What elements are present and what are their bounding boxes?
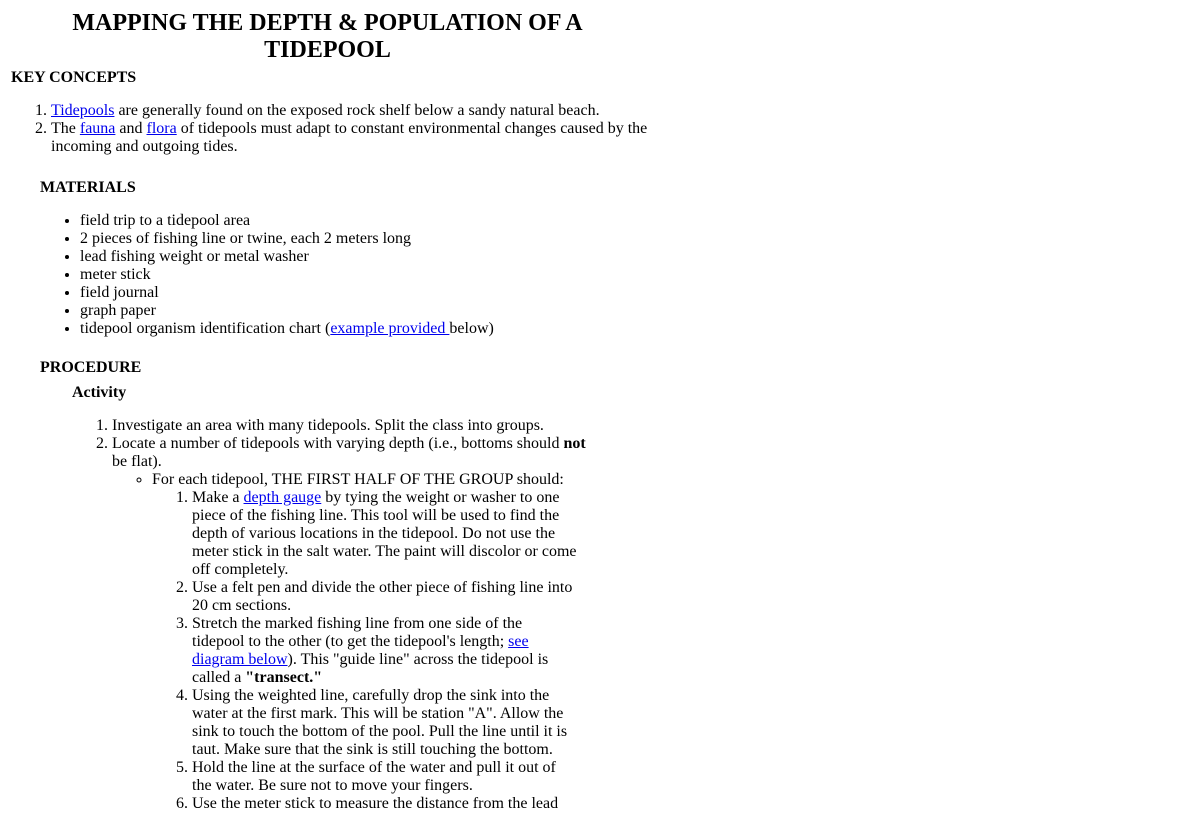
flora-link[interactable]: flora [146, 120, 177, 137]
key-concepts-heading: KEY CONCEPTS [11, 69, 137, 86]
list-item [112, 435, 602, 813]
depth-gauge-link[interactable]: depth gauge [243, 489, 322, 506]
list-item [192, 615, 577, 687]
list-item [192, 489, 577, 579]
item-text: Stretch the marked fishing line from one side of the tidepool to the other (to get the tidepool's length; [192, 615, 523, 650]
item-emphasis: not [563, 435, 586, 452]
list-item: • field journal [80, 284, 640, 302]
materials-heading: MATERIALS [40, 179, 136, 196]
example-provided-link[interactable]: example provided [330, 320, 450, 337]
group-sublist [112, 471, 602, 813]
item-text: The [51, 120, 80, 137]
item-text: Locate a number of tidepools with varying depth (i.e., bottoms should [112, 435, 564, 452]
item-text: Make a [192, 489, 244, 506]
list-item: • meter stick [80, 266, 640, 284]
list-item: 2. Use a felt pen and divide the other piece of fishing line into 20 cm sections. [192, 579, 577, 615]
see-diagram-link[interactable]: see diagram below [192, 633, 529, 668]
activity-heading: Activity [72, 384, 127, 401]
item-text: and [115, 120, 147, 137]
list-item: 4. Using the weighted line, carefully drop the sink into the water at the first mark. This will be station "A". Allow the sink to touch the bottom of the pool. Pull the line until it is taut. Make sure that the sink is still touching the bottom. [192, 687, 577, 759]
procedure-list [72, 417, 602, 813]
list-item: • graph paper [80, 302, 640, 320]
item-text: by tying the weight or washer to one piece of the fishing line. This tool will be used to find the depth of various locations in the tidepool. Do not use the meter stick in the salt water. The paint will discolor or come off completely. [192, 489, 577, 578]
list-item [51, 120, 666, 156]
item-text: be flat). [112, 453, 162, 470]
procedure-heading: PROCEDURE [40, 359, 142, 376]
page-title: MAPPING THE DEPTH & POPULATION OF A TIDEPOOL [72, 10, 583, 63]
steps-sublist [152, 489, 577, 813]
item-text: below) [449, 320, 494, 337]
list-item [80, 320, 640, 338]
materials-list [40, 212, 640, 338]
item-text: ). This "guide line" across the tidepool is called a [192, 651, 549, 686]
list-item: 1. Investigate an area with many tidepools. Split the class into groups. [112, 417, 602, 435]
fauna-link[interactable]: fauna [79, 120, 116, 137]
item-text: For each tidepool, THE FIRST HALF OF THE GROUP should: [152, 471, 564, 488]
item-text: are generally found on the exposed rock shelf below a sandy natural beach. [114, 102, 600, 119]
item-text: of tidepools must adapt to constant environmental changes caused by the incoming and outgoing tides. [51, 120, 648, 155]
key-concepts-list [11, 102, 666, 156]
item-text: tidepool organism identification chart ( [80, 320, 331, 337]
list-item [152, 471, 602, 813]
list-item: • field trip to a tidepool area [80, 212, 640, 230]
list-item: • lead fishing weight or metal washer [80, 248, 640, 266]
list-item [51, 102, 666, 120]
list-item: 6. Use the meter stick to measure the distance from the lead [192, 795, 577, 813]
list-item: 5. Hold the line at the surface of the water and pull it out of the water. Be sure not to move your fingers. [192, 759, 577, 795]
tidepools-link[interactable]: Tidepools [51, 102, 115, 119]
list-item: • 2 pieces of fishing line or twine, each 2 meters long [80, 230, 640, 248]
item-emphasis: "transect." [245, 669, 323, 686]
